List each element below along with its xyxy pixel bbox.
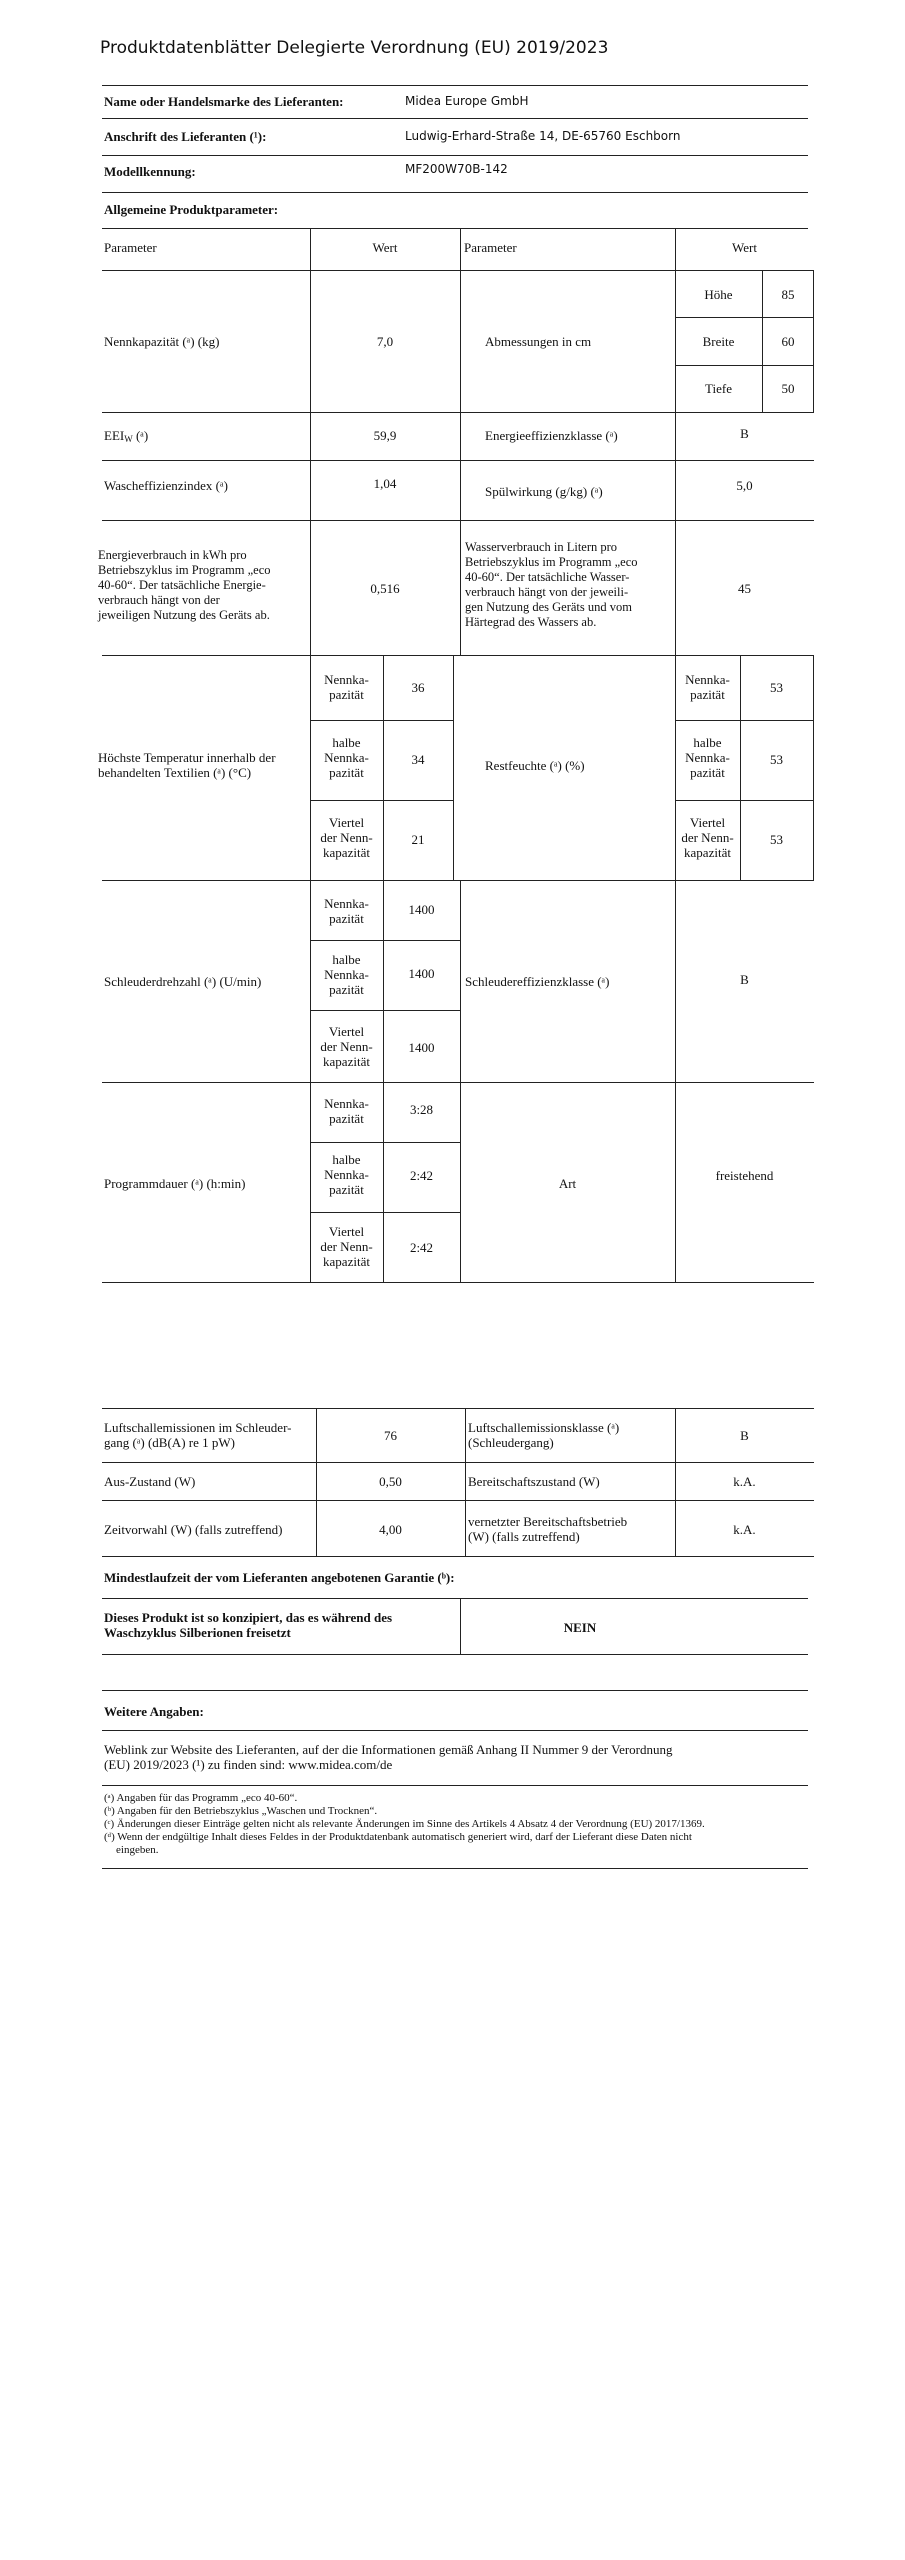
moisture-quarter: 53: [770, 832, 783, 847]
moisture-half-label: halbe Nennka- pazität: [685, 735, 730, 780]
washing-index-label: Wascheffizienzindex (ᵃ): [104, 478, 228, 493]
depth-label: Tiefe: [705, 381, 732, 396]
delay-start-value: 4,00: [379, 1522, 402, 1537]
duration-quarter: 2:42: [409, 1240, 434, 1255]
moisture-full: 53: [770, 680, 783, 695]
width-label: Breite: [702, 334, 735, 349]
divider: [102, 228, 808, 229]
type-value: freistehend: [715, 1168, 774, 1183]
supplier-name-label: Name oder Handelsmarke des Lieferanten:: [104, 94, 344, 109]
energy-consumption-value: 0,516: [370, 581, 400, 596]
spin-class-label: Schleudereffizienzklasse (ᵃ): [465, 974, 610, 989]
footnote: (ᶜ) Änderungen dieser Einträge gelten nicht als relevante Änderungen im Sinne des Artikels 4 Absatz 4 der Verordnung (EU) 2017/1369.: [104, 1818, 705, 1830]
model-label: Modellkennung:: [104, 164, 196, 179]
height-value: 85: [781, 287, 795, 302]
spin-speed-half: 1400: [408, 966, 435, 981]
energy-class-label: Energieeffizienzklasse (ᵃ): [485, 428, 618, 443]
off-mode-label: Aus-Zustand (W): [104, 1474, 196, 1489]
footnote: (ᵇ) Angaben für den Betriebszyklus „Waschen und Trocknen“.: [104, 1805, 378, 1817]
duration-full-label: Nennka- pazität: [324, 1096, 369, 1126]
header-parameter: Parameter: [104, 240, 157, 255]
networked-standby-value: k.A.: [733, 1522, 756, 1537]
energy-class-value: B: [740, 426, 749, 441]
water-consumption-label: Wasserverbrauch in Litern pro Betriebszyklus im Programm „eco 40-60“. Der tatsächliche Wasser- verbrauch hängt von der jeweili- gen Nutzung des Geräts und vom Härtegrad des Wassers ab.: [465, 540, 638, 629]
footnote: (ᵃ) Angaben für das Programm „eco 40-60“.: [104, 1792, 298, 1804]
energy-consumption-label: Energieverbrauch in kWh pro Betriebszyklus im Programm „eco 40-60“. Der tatsächliche Energie- verbrauch hängt von der jeweiligen Nutzung des Geräts ab.: [98, 548, 271, 622]
header-parameter-2: Parameter: [464, 240, 517, 255]
header-value-2: Wert: [732, 240, 757, 255]
duration-full: 3:28: [409, 1102, 434, 1117]
rinsing-value: 5,0: [736, 478, 753, 493]
divider: [102, 155, 808, 156]
off-mode-value: 0,50: [379, 1474, 402, 1489]
max-temp-label: Höchste Temperatur innerhalb der behandelten Textilien (ᵃ) (°C): [98, 750, 276, 780]
moisture-label: Restfeuchte (ᵃ) (%): [485, 758, 585, 773]
spin-class-value: B: [740, 972, 749, 987]
divider: [102, 85, 808, 86]
header-value: Wert: [372, 240, 398, 255]
supplier-address-value: Ludwig-Erhard-Straße 14, DE-65760 Eschborn: [405, 129, 681, 143]
spin-speed-quarter: 1400: [408, 1040, 435, 1055]
moisture-quarter-label: Viertel der Nenn- kapazität: [681, 815, 734, 860]
width-value: 60: [781, 334, 795, 349]
type-label: Art: [558, 1176, 577, 1191]
page-title: Produktdatenblätter Delegierte Verordnung (EU) 2019/2023: [100, 38, 609, 58]
duration-half: 2:42: [409, 1168, 434, 1183]
dimensions-label: Abmessungen in cm: [485, 334, 592, 349]
moisture-full-label: Nennka- pazität: [685, 672, 730, 702]
footnotes: [104, 1792, 705, 1857]
max-temp-half: 34: [411, 752, 425, 767]
noise-value: 76: [384, 1428, 397, 1443]
capacity-quarter-label: Viertel der Nenn- kapazität: [320, 815, 373, 860]
warranty-label: Mindestlaufzeit der vom Lieferanten angebotenen Garantie (ᵇ):: [104, 1570, 455, 1585]
spin-quarter-label: Viertel der Nenn- kapazität: [320, 1024, 373, 1069]
spin-speed-full: 1400: [408, 902, 435, 917]
general-params-label: Allgemeine Produktparameter:: [104, 202, 279, 217]
rinsing-label: Spülwirkung (g/kg) (ᵃ): [485, 484, 603, 499]
networked-standby-label: vernetzter Bereitschaftsbetrieb (W) (falls zutreffend): [468, 1514, 628, 1544]
silver-ions-value: NEIN: [563, 1620, 597, 1635]
capacity-label: Nennkapazität (ᵃ) (kg): [104, 334, 220, 349]
standby-value: k.A.: [733, 1474, 756, 1489]
eei-value: 59,9: [373, 428, 397, 443]
capacity-half-label: halbe Nennka- pazität: [324, 735, 369, 780]
divider: [102, 118, 808, 119]
spin-full-label: Nennka- pazität: [324, 896, 369, 926]
delay-start-label: Zeitvorwahl (W) (falls zutreffend): [104, 1522, 283, 1537]
eei-label: $EEI_W$ (ᵃ): [104, 428, 149, 444]
further-info-label: Weitere Angaben:: [104, 1704, 204, 1719]
spin-speed-label: Schleuderdrehzahl (ᵃ) (U/min): [104, 974, 262, 989]
moisture-half: 53: [770, 752, 783, 767]
noise-class-label: Luftschallemissionsklasse (ᵃ) (Schleudergang): [468, 1420, 620, 1450]
depth-value: 50: [781, 381, 795, 396]
washing-index-value: 1,04: [373, 476, 397, 491]
noise-class-value: B: [740, 1428, 749, 1443]
duration-half-label: halbe Nennka- pazität: [324, 1152, 369, 1197]
capacity-full-label: Nennka- pazität: [324, 672, 369, 702]
program-duration-label: Programmdauer (ᵃ) (h:min): [104, 1176, 246, 1191]
weblink-text: Weblink zur Website des Lieferanten, auf der die Informationen gemäß Anhang II Nummer 9 der Verordnung (EU) 2019/2023 (¹) zu finden sind: www.midea.com/de: [104, 1742, 673, 1772]
footnote: (ᵈ) Wenn der endgültige Inhalt dieses Feldes in der Produktdatenbank automatisch generiert wird, darf der Lieferant diese Daten nicht: [104, 1831, 692, 1843]
footnote: eingeben.: [116, 1844, 159, 1856]
height-label: Höhe: [704, 287, 733, 302]
silver-ions-label: Dieses Produkt ist so konzipiert, das es während des Waschzyklus Silberionen freisetzt: [104, 1610, 393, 1640]
standby-label: Bereitschaftszustand (W): [468, 1474, 600, 1489]
water-consumption-value: 45: [738, 581, 751, 596]
max-temp-full: 36: [411, 680, 425, 695]
capacity-value: 7,0: [376, 334, 394, 349]
noise-label: Luftschallemissionen im Schleuder- gang (ᵃ) (dB(A) re 1 pW): [104, 1420, 292, 1450]
divider: [102, 192, 808, 193]
max-temp-quarter: 21: [411, 832, 425, 847]
model-value: MF200W70B-142: [405, 162, 508, 176]
supplier-name-value: Midea Europe GmbH: [405, 94, 529, 108]
supplier-address-label: Anschrift des Lieferanten (¹):: [104, 129, 267, 144]
duration-quarter-label: Viertel der Nenn- kapazität: [320, 1224, 373, 1269]
spin-half-label: halbe Nennka- pazität: [324, 952, 369, 997]
